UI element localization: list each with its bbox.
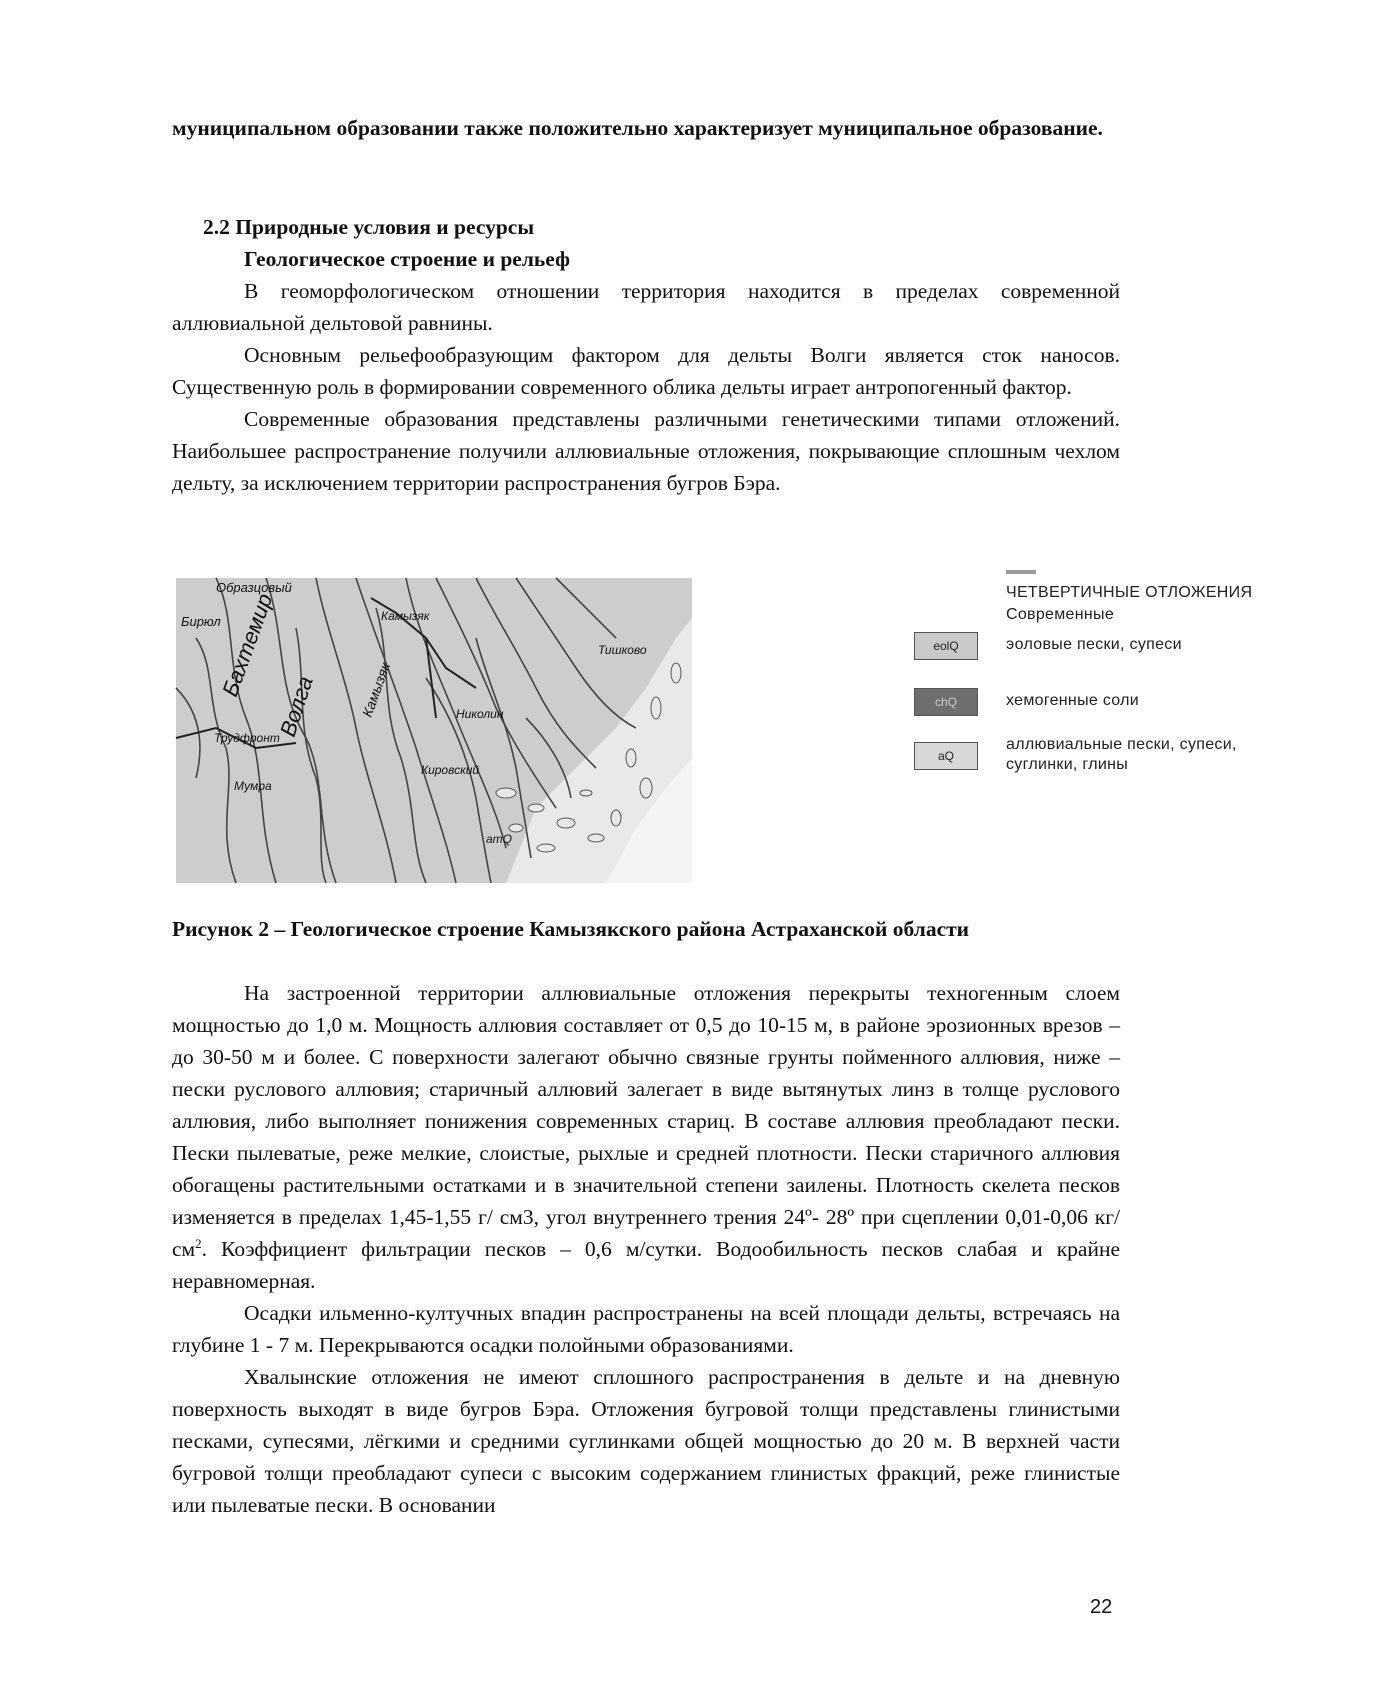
map-label-kamyzyak-town: Камызяк — [381, 609, 430, 623]
figure — [176, 578, 1253, 883]
legend-swatch-eolian: eolQ — [914, 632, 978, 660]
paragraph-text: На застроенной территории аллювиальные отложения перекрыты техногенным слоем мощностью до 1,0 м. Мощность аллювия составляет от 0,5 до 10-15 м, в районе эрозионных врезов – до 30-50 м и более. С поверхности залегают обычно связные грунты пойменного аллювия, ниже – пески руслового аллювия; старичный аллювий залегает в виде вытянутых линз в толще руслового аллювия, либо выполняет понижения современных стариц. В составе аллювия преобладают пески. Пески пылеватые, реже мелкие, слоистые, рыхлые и средней плотности. Пески старичного аллювия обогащены растительными остатками и в значительной степени заилены. Плотность скелета песков изменяется в пределах 1,45-1,55 г/ см3, угол внутреннего трения 24º- 28º при сцеплении 0,01-0,06 кг/см — [172, 981, 1120, 1261]
legend-label-chemogenic: хемогенные соли — [1006, 692, 1140, 709]
map-label-tishkovo: Тишково — [598, 643, 647, 657]
map-label-kamyzyak-river: Камызяк — [358, 660, 394, 720]
paragraph: В геоморфологическом отношении территория находится в пределах современной аллювиальной дельтовой равнины. — [172, 279, 1120, 335]
section-heading: 2.2 Природные условия и ресурсы — [203, 215, 535, 239]
map-label-amq: amQ — [486, 832, 513, 846]
legend-swatch-chemogenic: chQ — [914, 688, 978, 716]
paragraph-text: . Коэффициент фильтрации песков – 0,6 м/сутки. Водообильность песков слабая и крайне неравномерная. — [172, 1237, 1120, 1293]
geological-map — [176, 578, 692, 883]
map-label-nikolin: Николин — [456, 707, 504, 721]
map-label-trudfront: Трудфронт — [214, 731, 280, 745]
legend-decoration — [1006, 570, 1036, 574]
body-block-1 — [172, 275, 1120, 499]
legend-swatch-alluvial: aQ — [914, 742, 978, 770]
legend-label-alluvial-line1: аллювиальные пески, супеси, — [1006, 736, 1237, 753]
paragraph: Хвалынские отложения не имеют сплошного распространения в дельте и на дневную поверхность выходят в виде бугров Бэра. Отложения бугровой толщи представлены глинистыми песками, супесями, лёгкими и средними суглинками общей мощностью до 20 м. В верхней части бугровой толщи преобладают супеси с высоким содержанием глинистых фракций, реже глинистые или пылеватые пески. В основании — [172, 1365, 1120, 1517]
legend-group-subtitle: Современные — [1006, 606, 1115, 623]
superscript: 2 — [195, 1235, 202, 1251]
map-legend — [734, 578, 1253, 883]
intro-paragraph: муниципальном образовании также положительно характеризует муниципальное образование. — [172, 116, 1103, 140]
legend-label-alluvial-line2: суглинки, глины — [1006, 756, 1129, 773]
page-number: 22 — [1090, 1596, 1113, 1618]
map-label-kirovsky: Кировский — [421, 763, 480, 777]
map-label-mumra: Мумра — [234, 779, 272, 793]
map-graphic — [176, 578, 692, 883]
paragraph: Современные образования представлены различными генетическими типами отложений. Наибольшее распространение получили аллювиальные отложения, покрывающие сплошным чехлом дельту, за исключением территории распространения бугров Бэра. — [172, 407, 1120, 495]
paragraph: Осадки ильменно-култучных впадин распространены на всей площади дельты, встречаясь на глубине 1 - 7 м. Перекрываются осадки полойными образованиями. — [172, 1301, 1120, 1357]
map-label-bakhtemir: Бахтемир — [217, 590, 278, 700]
map-label-obraztsovy: Образцовый — [216, 580, 292, 595]
map-label-volga: Волга — [274, 673, 318, 740]
paragraph: Основным рельефообразующим фактором для дельты Волги является сток наносов. Существенную роль в формировании современного облика дельты играет антропогенный фактор. — [172, 343, 1120, 399]
map-label-biryul: Бирюл — [181, 614, 221, 629]
figure-caption: Рисунок 2 – Геологическое строение Камызякского района Астраханской области — [172, 917, 970, 941]
legend-group-title: ЧЕТВЕРТИЧНЫЕ ОТЛОЖЕНИЯ — [1006, 584, 1253, 601]
paragraph — [172, 977, 1120, 1297]
subsection-heading: Геологическое строение и рельеф — [244, 247, 570, 271]
body-block-2 — [172, 977, 1120, 1521]
legend-label-eolian: эоловые пески, супеси — [1006, 636, 1182, 653]
